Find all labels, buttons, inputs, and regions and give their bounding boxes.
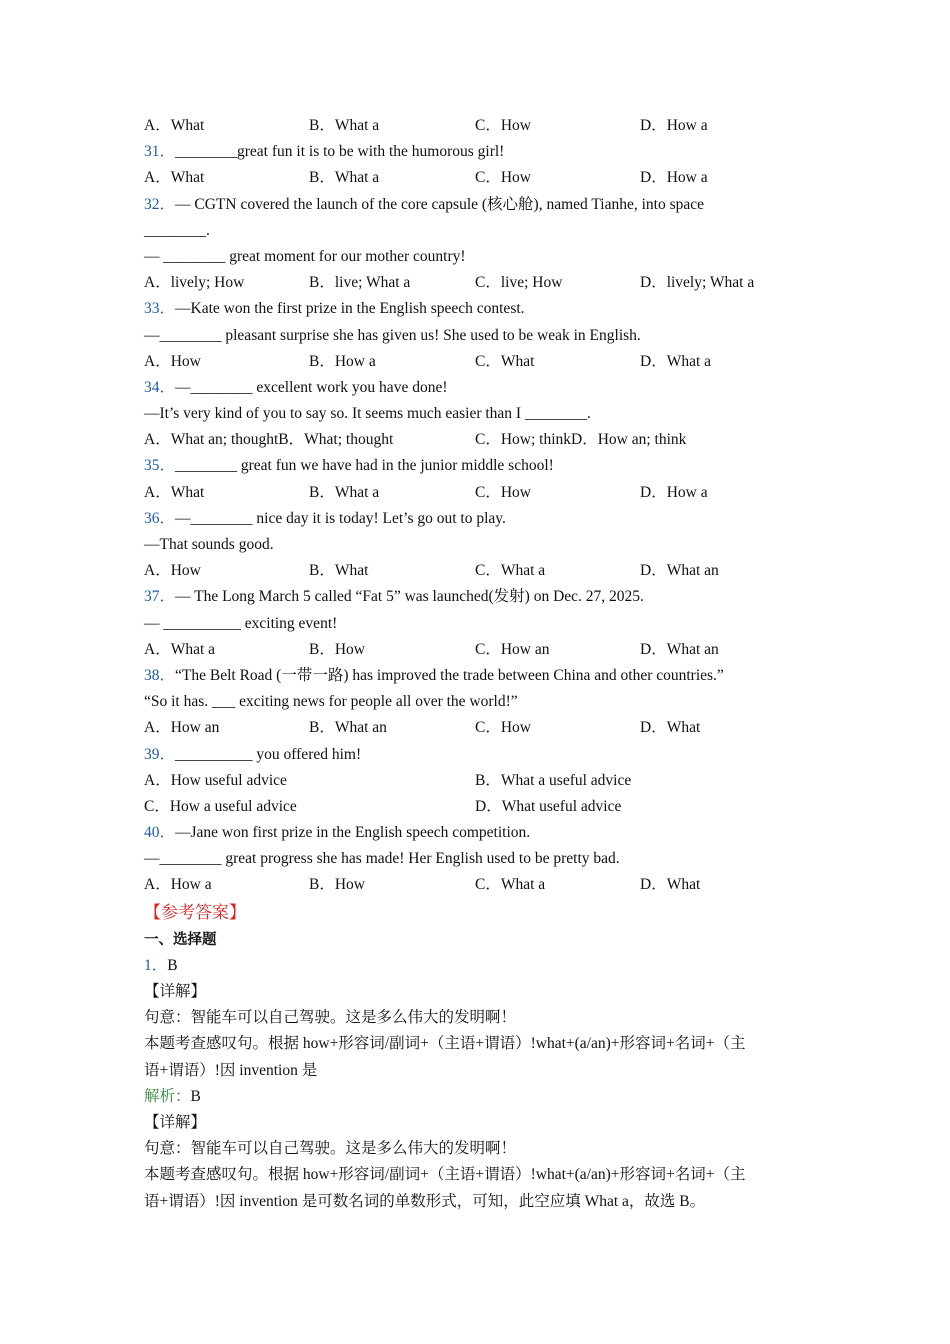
explanation-line: 语+谓语）!因 invention 是 [144,1061,318,1079]
option-d: D．lively; What a [640,274,755,292]
q40-stem [144,820,804,846]
q35-options [144,480,804,506]
q38-options [144,715,804,741]
option-c: C．How a useful advice [144,797,297,815]
q34-stem [144,375,804,401]
q38-reply: “So it has. ___ exciting news for people all over the world!” [144,693,518,711]
q39-stem [144,742,804,768]
question-text: ________ great fun we have had in the junior middle school! [175,457,554,475]
option-c: C．live; How [475,274,563,292]
option-c: C．What a [475,562,546,580]
q40-options [144,872,804,898]
question-number: 40． [144,824,176,842]
option-d: D．What an [640,640,719,658]
option-a: A．What [144,169,205,187]
option-c: C．How [475,719,531,737]
q37-options [144,637,804,663]
q33-stem [144,296,804,322]
option-c: C．What [475,352,535,370]
sentence-meaning: 句意：智能车可以自己驾驶。这是多么伟大的发明啊！ [144,1140,517,1158]
option-a: A．How [144,352,201,370]
option-b: B．What [309,562,369,580]
option-c: C．How [475,483,531,501]
q34-reply: —It’s very kind of you to say so. It seems much easier than I ________. [144,405,591,423]
question-number: 33． [144,300,176,318]
option-a: A．What [144,117,205,134]
option-d: D．What [640,719,701,737]
option-d: D．How a [640,117,708,134]
option-b: B．What a [309,117,380,134]
explanation-line: 本题考查感叹句。根据 how+形容词/副词+（主语+谓语）!what+(a/an)+形容词+名词+（主 [144,1035,746,1053]
question-number: 39． [144,745,176,763]
q33-reply: —________ pleasant surprise she has given us! She used to be weak in English. [144,326,641,344]
section-title: 一、选择题 [144,931,217,948]
option-c: C．How [475,169,531,187]
option-d: D．What a [640,352,712,370]
option-c: C．How an [475,640,550,658]
option-b: B．What an [309,719,387,737]
q34-options [144,427,804,453]
detail-heading: 【详解】 [144,983,207,1000]
option-a: A．How useful advice [144,771,287,789]
option-b: B．How [309,876,365,894]
analysis-value: B [190,1087,201,1105]
option-d: D．How a [640,169,708,187]
option-d: D．How a [640,483,708,501]
question-number: 32． [144,195,176,213]
option-d: D．What an [640,562,719,580]
question-number: 31． [144,143,176,161]
option-b: B．How [309,640,365,658]
question-text: __________ you offered him! [175,745,362,763]
question-text: —Kate won the first prize in the English speech contest. [175,300,525,318]
option-c: C．How [475,117,531,134]
option-a: A．How [144,562,201,580]
explanation-line: 本题考查感叹句。根据 how+形容词/副词+（主语+谓语）!what+(a/an)+形容词+名词+（主 [144,1166,746,1184]
q31-options [144,165,804,191]
q32-stem [144,192,804,218]
question-list [144,113,804,1215]
q32-options [144,270,804,296]
option-a: A．What a [144,640,216,658]
detail-heading: 【详解】 [144,1113,207,1131]
q36-stem [144,506,804,532]
q39-options-row1 [144,768,804,794]
answer-key-title: 【参考答案】 [144,902,246,922]
option-b: B．What a [309,483,380,501]
answer-1 [144,953,804,979]
question-number: 34． [144,378,176,396]
q32-stem-cont: ________. [144,221,210,239]
question-text: — CGTN covered the launch of the core capsule (核心舱), named Tianhe, into space [175,195,705,213]
question-number: 38． [144,666,176,684]
option-b: B．live; What a [309,274,411,292]
analysis-line [144,1084,804,1110]
option-d: D．What [640,876,701,894]
q37-stem [144,584,804,610]
q35-stem [144,453,804,479]
q36-options [144,558,804,584]
q37-reply: — __________ exciting event! [144,614,338,632]
q33-options [144,349,804,375]
question-text: —Jane won first prize in the English speech competition. [175,824,531,842]
q31-stem [144,139,804,165]
sentence-meaning: 句意：智能车可以自己驾驶。这是多么伟大的发明啊！ [144,1009,517,1027]
option-a: A．How a [144,876,212,894]
question-number: 35． [144,457,176,475]
question-text: “The Belt Road (一带一路) has improved the trade between China and other countries.” [175,666,724,684]
option-a: A．lively; How [144,274,245,292]
option-c-d: C．How; thinkD．How an; think [475,431,687,449]
option-c: C．What a [475,876,546,894]
q38-stem [144,663,804,689]
q40-reply: —________ great progress she has made! Her English used to be pretty bad. [144,850,620,868]
answer-value: B [167,956,178,974]
question-number: 37． [144,588,176,606]
analysis-label: 解析： [144,1087,191,1105]
option-a-b: A．What an; thoughtB．What; thought [144,431,394,449]
question-number: 36． [144,509,176,527]
question-text: —________ excellent work you have done! [175,378,448,396]
q30-options [144,113,804,139]
option-b: B．What a [309,169,380,187]
question-text: ________great fun it is to be with the humorous girl! [175,143,505,161]
option-a: A．What [144,483,205,501]
q32-reply: — ________ great moment for our mother country! [144,247,466,265]
q36-reply: —That sounds good. [144,536,274,553]
answer-number: 1． [144,956,168,974]
option-b: B．What a useful advice [475,771,632,789]
q39-options-row2 [144,794,804,820]
question-text: —________ nice day it is today! Let’s go out to play. [175,509,506,527]
question-text: — The Long March 5 called “Fat 5” was launched(发射) on Dec. 27, 2025. [175,588,644,606]
explanation-line: 语+谓语）!因 invention 是可数名词的单数形式，可知，此空应填 What a，故选 B。 [144,1192,706,1210]
option-d: D．What useful advice [475,797,622,815]
option-b: B．How a [309,352,376,370]
option-a: A．How an [144,719,220,737]
